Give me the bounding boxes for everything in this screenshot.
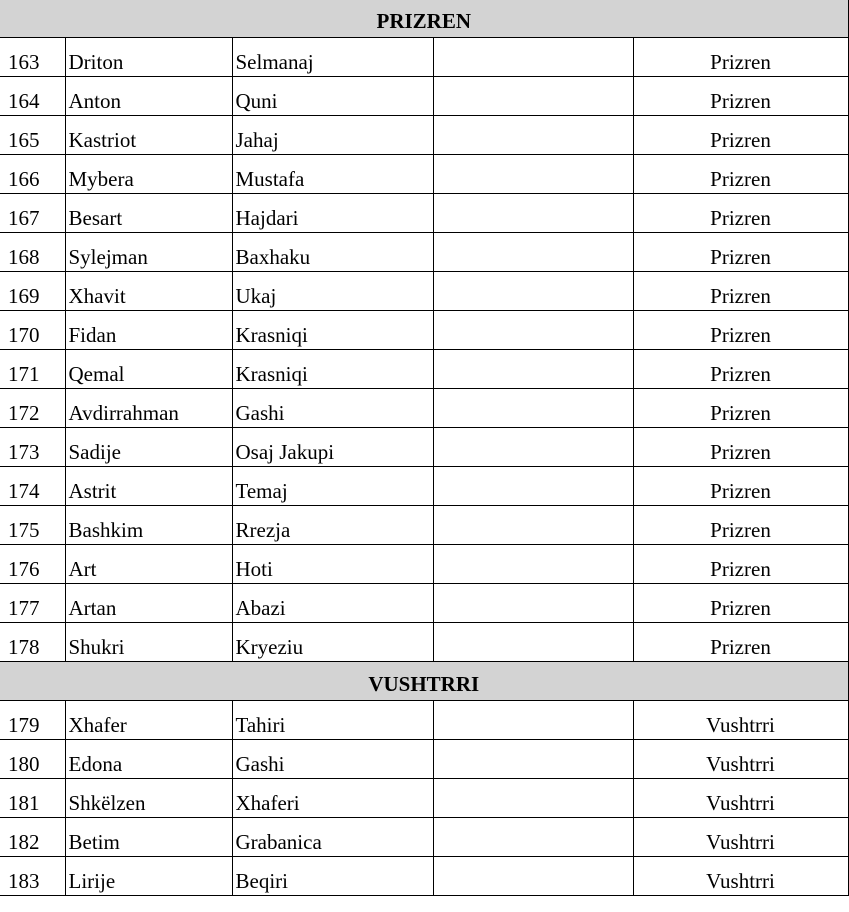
city-cell: Prizren: [633, 622, 848, 661]
city-cell: Prizren: [633, 37, 848, 76]
table-row: [0, 817, 848, 856]
row-number-cell: 175: [0, 505, 65, 544]
table-row: [0, 622, 848, 661]
last-name-cell: Ukaj: [232, 271, 433, 310]
empty-cell: [433, 115, 633, 154]
city-cell: Prizren: [633, 388, 848, 427]
table-row: [0, 856, 848, 895]
first-name-cell: Avdirrahman: [65, 388, 232, 427]
row-number-cell: 171: [0, 349, 65, 388]
table-row: [0, 193, 848, 232]
row-number-cell: 172: [0, 388, 65, 427]
city-cell: Prizren: [633, 271, 848, 310]
first-name-cell: Xhafer: [65, 700, 232, 739]
empty-cell: [433, 700, 633, 739]
empty-cell: [433, 817, 633, 856]
last-name-cell: Rrezja: [232, 505, 433, 544]
row-number-cell: 174: [0, 466, 65, 505]
last-name-cell: Krasniqi: [232, 349, 433, 388]
city-cell: Prizren: [633, 193, 848, 232]
first-name-cell: Kastriot: [65, 115, 232, 154]
empty-cell: [433, 427, 633, 466]
row-number-cell: 180: [0, 739, 65, 778]
city-cell: Vushtrri: [633, 778, 848, 817]
empty-cell: [433, 778, 633, 817]
empty-cell: [433, 622, 633, 661]
row-number-cell: 179: [0, 700, 65, 739]
row-number-cell: 183: [0, 856, 65, 895]
table-row: [0, 115, 848, 154]
first-name-cell: Mybera: [65, 154, 232, 193]
empty-cell: [433, 271, 633, 310]
table-row: [0, 739, 848, 778]
city-cell: Prizren: [633, 76, 848, 115]
last-name-cell: Jahaj: [232, 115, 433, 154]
first-name-cell: Sylejman: [65, 232, 232, 271]
first-name-cell: Astrit: [65, 466, 232, 505]
row-number-cell: 167: [0, 193, 65, 232]
first-name-cell: Shkëlzen: [65, 778, 232, 817]
last-name-cell: Temaj: [232, 466, 433, 505]
empty-cell: [433, 856, 633, 895]
row-number-cell: 170: [0, 310, 65, 349]
table-row: [0, 466, 848, 505]
first-name-cell: Qemal: [65, 349, 232, 388]
table-row: [0, 76, 848, 115]
row-number-cell: 176: [0, 544, 65, 583]
section-header-row: [0, 0, 848, 37]
table-row: [0, 37, 848, 76]
row-number-cell: 168: [0, 232, 65, 271]
last-name-cell: Selmanaj: [232, 37, 433, 76]
first-name-cell: Xhavit: [65, 271, 232, 310]
empty-cell: [433, 310, 633, 349]
last-name-cell: Krasniqi: [232, 310, 433, 349]
row-number-cell: 165: [0, 115, 65, 154]
section-title: PRIZREN: [0, 0, 848, 37]
row-number-cell: 169: [0, 271, 65, 310]
row-number-cell: 166: [0, 154, 65, 193]
city-cell: Prizren: [633, 154, 848, 193]
table-row: [0, 232, 848, 271]
row-number-cell: 181: [0, 778, 65, 817]
city-cell: Vushtrri: [633, 700, 848, 739]
section-header-row: [0, 661, 848, 700]
last-name-cell: Beqiri: [232, 856, 433, 895]
empty-cell: [433, 37, 633, 76]
table-row: [0, 271, 848, 310]
city-cell: Vushtrri: [633, 739, 848, 778]
city-cell: Prizren: [633, 232, 848, 271]
last-name-cell: Hoti: [232, 544, 433, 583]
table-row: [0, 505, 848, 544]
empty-cell: [433, 193, 633, 232]
first-name-cell: Art: [65, 544, 232, 583]
table-row: [0, 427, 848, 466]
city-cell: Prizren: [633, 466, 848, 505]
table-row: [0, 388, 848, 427]
last-name-cell: Osaj Jakupi: [232, 427, 433, 466]
table-row: [0, 154, 848, 193]
row-number-cell: 178: [0, 622, 65, 661]
last-name-cell: Gashi: [232, 388, 433, 427]
first-name-cell: Fidan: [65, 310, 232, 349]
empty-cell: [433, 583, 633, 622]
last-name-cell: Quni: [232, 76, 433, 115]
first-name-cell: Artan: [65, 583, 232, 622]
empty-cell: [433, 388, 633, 427]
first-name-cell: Sadije: [65, 427, 232, 466]
empty-cell: [433, 739, 633, 778]
empty-cell: [433, 154, 633, 193]
empty-cell: [433, 232, 633, 271]
table-row: [0, 583, 848, 622]
last-name-cell: Gashi: [232, 739, 433, 778]
city-cell: Prizren: [633, 583, 848, 622]
first-name-cell: Lirije: [65, 856, 232, 895]
first-name-cell: Edona: [65, 739, 232, 778]
last-name-cell: Baxhaku: [232, 232, 433, 271]
city-cell: Prizren: [633, 427, 848, 466]
last-name-cell: Xhaferi: [232, 778, 433, 817]
city-cell: Prizren: [633, 505, 848, 544]
last-name-cell: Grabanica: [232, 817, 433, 856]
table-row: [0, 700, 848, 739]
table-row: [0, 778, 848, 817]
last-name-cell: Abazi: [232, 583, 433, 622]
first-name-cell: Betim: [65, 817, 232, 856]
city-cell: Prizren: [633, 349, 848, 388]
table-row: [0, 544, 848, 583]
row-number-cell: 173: [0, 427, 65, 466]
row-number-cell: 182: [0, 817, 65, 856]
section-title: VUSHTRRI: [0, 661, 848, 700]
first-name-cell: Besart: [65, 193, 232, 232]
table-row: [0, 310, 848, 349]
city-cell: Prizren: [633, 544, 848, 583]
last-name-cell: Hajdari: [232, 193, 433, 232]
empty-cell: [433, 466, 633, 505]
table-row: [0, 349, 848, 388]
row-number-cell: 163: [0, 37, 65, 76]
row-number-cell: 177: [0, 583, 65, 622]
first-name-cell: Shukri: [65, 622, 232, 661]
city-cell: Vushtrri: [633, 856, 848, 895]
city-cell: Prizren: [633, 115, 848, 154]
empty-cell: [433, 544, 633, 583]
last-name-cell: Tahiri: [232, 700, 433, 739]
empty-cell: [433, 76, 633, 115]
row-number-cell: 164: [0, 76, 65, 115]
empty-cell: [433, 505, 633, 544]
first-name-cell: Driton: [65, 37, 232, 76]
first-name-cell: Bashkim: [65, 505, 232, 544]
last-name-cell: Mustafa: [232, 154, 433, 193]
empty-cell: [433, 349, 633, 388]
last-name-cell: Kryeziu: [232, 622, 433, 661]
city-cell: Prizren: [633, 310, 848, 349]
first-name-cell: Anton: [65, 76, 232, 115]
city-cell: Vushtrri: [633, 817, 848, 856]
